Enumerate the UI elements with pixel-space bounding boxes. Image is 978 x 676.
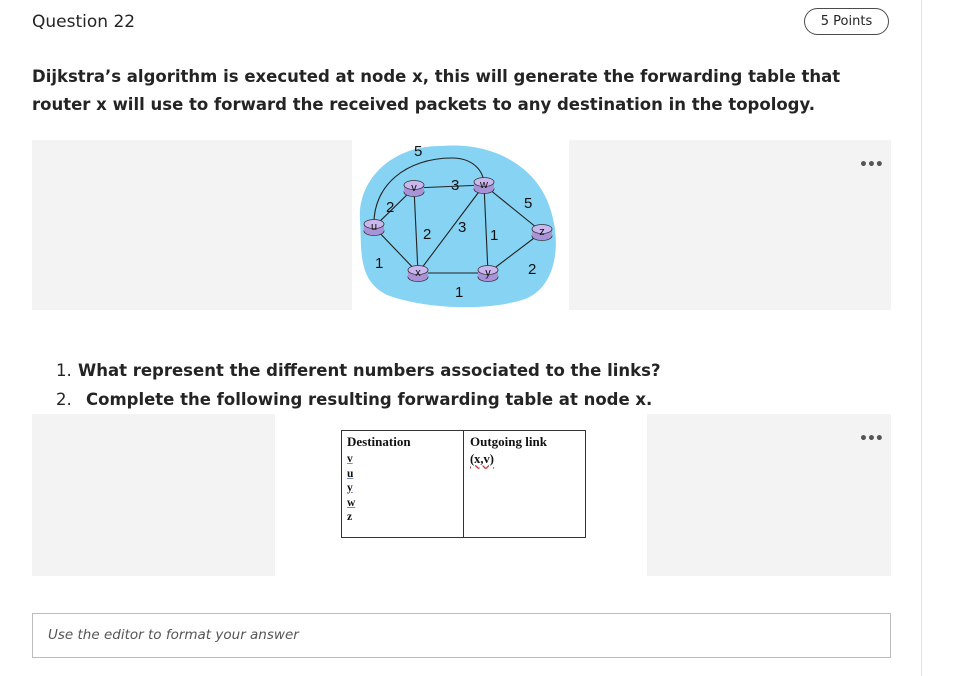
- router-u: [364, 220, 384, 236]
- sub-question-1: [56, 356, 661, 385]
- cost-u-x: 1: [375, 255, 384, 272]
- destination-item: w: [347, 496, 356, 509]
- cost-u-w: 5: [414, 143, 423, 160]
- outgoing-link-header: Outgoing link: [470, 434, 547, 449]
- image-placeholder-right: [569, 140, 891, 310]
- cost-x-w: 3: [458, 219, 467, 236]
- destination-item: y: [347, 482, 353, 494]
- sub-question-text: Complete the following resulting forwarding table at node x.: [86, 390, 653, 409]
- router-z: [532, 225, 552, 241]
- cost-w-z: 5: [524, 195, 533, 212]
- svg-text:z: z: [539, 226, 545, 238]
- cost-u-v: 2: [386, 199, 395, 216]
- svg-text:x: x: [415, 267, 421, 279]
- cost-v-x: 2: [423, 226, 432, 243]
- outgoing-link-column: [464, 431, 585, 537]
- svg-text:v: v: [411, 182, 417, 194]
- image-placeholder-left: [32, 140, 352, 310]
- svg-text:u: u: [370, 221, 378, 233]
- more-options-icon[interactable]: •••: [859, 157, 883, 173]
- router-x: [408, 266, 428, 282]
- cost-y-z: 2: [528, 261, 537, 278]
- cost-w-y: 1: [490, 227, 499, 244]
- page-right-divider: [921, 0, 922, 676]
- destination-header: Destination: [347, 434, 411, 449]
- sub-question-list: [56, 356, 661, 414]
- svg-text:y: y: [485, 267, 491, 279]
- sub-question-text: What represent the different numbers associated to the links?: [78, 361, 661, 380]
- cost-x-y: 1: [455, 284, 464, 301]
- points-badge: 5 Points: [804, 8, 889, 35]
- question-text: Dijkstra’s algorithm is executed at node x, this will generate the forwarding table that router x will use to forward the received packets to any destination in the topology.: [32, 67, 841, 114]
- network-graph: [352, 140, 569, 310]
- destination-item: z: [347, 511, 353, 523]
- sub-question-number: 1.: [56, 361, 72, 380]
- network-graph-image: [352, 140, 569, 310]
- answer-editor[interactable]: [32, 613, 891, 658]
- svg-text:w: w: [480, 179, 488, 191]
- image-placeholder-left-2: [32, 414, 275, 576]
- destination-column: [342, 431, 464, 537]
- sub-question-number: 2.: [56, 390, 72, 409]
- image-placeholder-right-2: [647, 414, 891, 576]
- editor-placeholder: Use the editor to format your answer: [48, 627, 299, 643]
- cost-v-w: 3: [451, 177, 460, 194]
- question-title: Question 22: [32, 12, 136, 32]
- router-y: [478, 266, 498, 282]
- destination-item: v: [347, 453, 353, 465]
- router-w: [474, 178, 494, 194]
- destination-item: u: [347, 467, 354, 480]
- more-options-icon[interactable]: •••: [859, 431, 883, 447]
- outgoing-link-item: (x,v): [470, 452, 494, 466]
- router-v: [404, 181, 424, 197]
- forwarding-table: [341, 430, 586, 538]
- sub-question-2: [56, 385, 661, 414]
